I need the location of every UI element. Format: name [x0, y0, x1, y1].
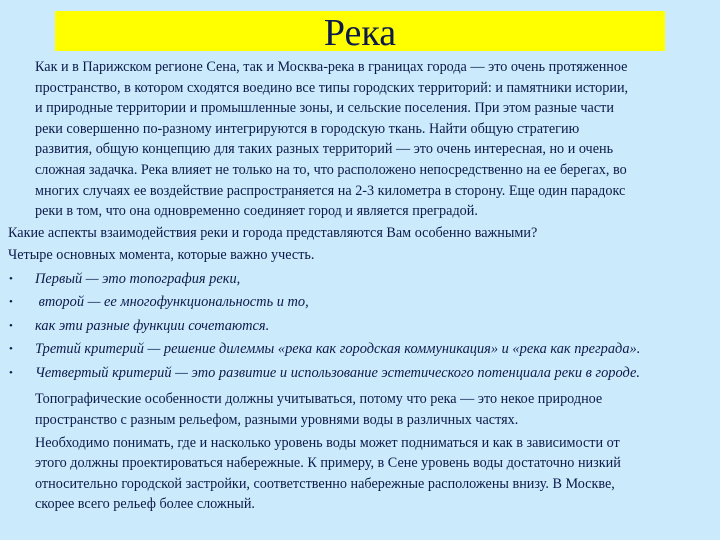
list-item [0, 315, 720, 339]
bullet-icon: • [9, 319, 13, 332]
criteria-list [0, 268, 720, 386]
text-line: Как и в Парижском регионе Сена, так и Москва-река в границах города — это очень протяженное [35, 59, 628, 75]
slide-body [0, 57, 720, 515]
text-line: пространство, в котором сходятся воедино все типы городских территорий: и памятники истории, [35, 79, 629, 96]
topography-paragraph [0, 389, 720, 430]
text-line: и природные территории и промышленные зоны, и сельские поселения. При этом разные части [35, 100, 614, 117]
list-item [0, 338, 720, 362]
text-line: Топографические особенности должны учитываться, потому что река — это некое природное [35, 391, 603, 408]
text-line: скорее всего рельеф более сложный. [35, 496, 255, 513]
water-level-paragraph [0, 433, 720, 515]
text-line: пространство с разным рельефом, разными уровнями воды в различных частях. [35, 412, 519, 429]
question-line: Какие аспекты взаимодействия реки и города представляются Вам особенно важными? [8, 224, 538, 241]
bullet-text: Четвертый критерий — это развитие и использование эстетического потенциала реки в городе. [35, 364, 640, 381]
answer-lead: Четыре основных момента, которые важно учесть. [8, 247, 315, 264]
text-line: многих случаях ее воздействие распространяется на 2-3 километра в сторону. Еще один парадокс [35, 182, 626, 199]
bullet-icon: • [9, 272, 13, 285]
bullet-text: второй — ее многофункциональность и то, [35, 294, 309, 311]
bullet-text: Третий критерий — решение дилеммы «река как городская коммуникация» и «река как преграда». [35, 341, 641, 358]
text-line: реки совершенно по-разному интегрируются в городскую ткань. Найти общую стратегию [35, 120, 580, 137]
text-line: реки в том, что она одновременно соединяет город и является преградой. [35, 203, 478, 220]
bullet-text: Первый — это топография реки, [35, 270, 241, 287]
text-line: сложная задачка. Река влияет не только на то, что расположено непосредственно на ее берегах, во [35, 161, 627, 178]
list-item [0, 291, 720, 315]
list-item [0, 362, 720, 386]
text-line: этого должны проектироваться набережные. К примеру, в Сене уровень воды достаточно низкий [35, 455, 621, 472]
text-line: развития, общую концепцию для таких разных территорий — это очень интересная, но и очень [35, 141, 614, 158]
intro-paragraph [0, 57, 720, 222]
bullet-icon: • [9, 343, 13, 356]
text-line: относительно городской застройки, соответственно набережные расположены внизу. В Москве, [35, 475, 615, 492]
bullet-icon: • [9, 296, 13, 309]
slide-title-bar [55, 11, 665, 54]
text-line: Необходимо понимать, где и насколько уровень воды может подниматься и как в зависимости от [35, 434, 620, 451]
bullet-icon: • [9, 366, 13, 379]
slide-title: Река [323, 12, 397, 54]
list-item [0, 268, 720, 292]
bullet-text: как эти разные функции сочетаются. [35, 317, 270, 334]
